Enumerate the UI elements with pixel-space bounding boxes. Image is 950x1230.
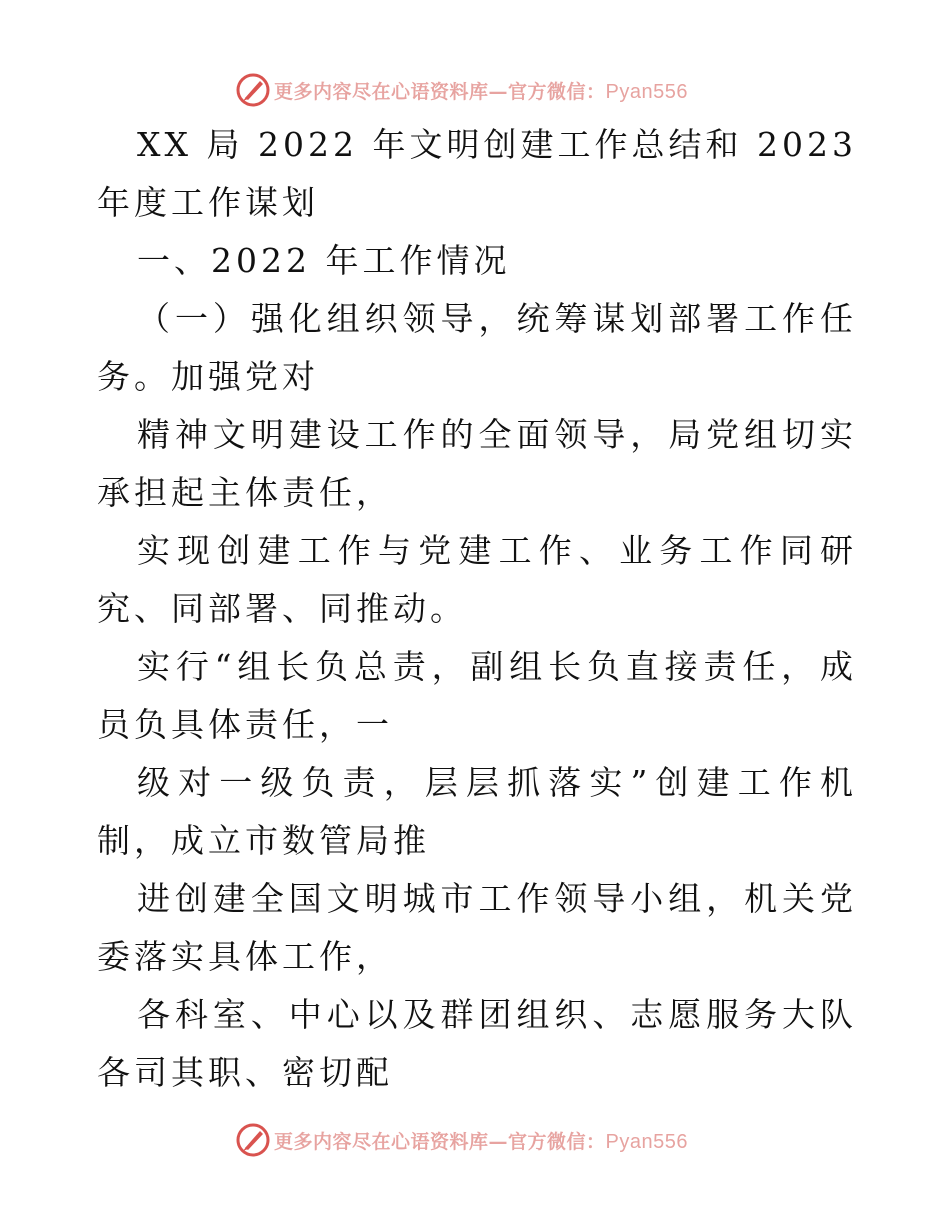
quill-logo-icon [236,73,270,107]
watermark-handle: Pyan556 [605,80,688,103]
paragraph: 实行“组长负总责，副组长负直接责任，成员负具体责任，一 [97,647,857,744]
document-body [97,116,857,1102]
paragraph: 级对一级负责，层层抓落实”创建工作机制，成立市数管局推 [97,763,857,860]
watermark-banner-top [236,70,688,110]
watermark-text: 更多内容尽在心语资料库—官方微信：Pyan556 [274,1130,688,1153]
watermark-banner-bottom [236,1120,688,1160]
paragraph: （一）强化组织领导，统筹谋划部署工作任务。加强党对 [97,299,857,396]
document-title: XX 局 2022 年文明创建工作总结和 2023 年度工作谋划 [97,125,857,222]
paragraph: 各科室、中心以及群团组织、志愿服务大队各司其职、密切配 [97,995,857,1092]
paragraph: 进创建全国文明城市工作领导小组，机关党委落实具体工作， [97,879,857,976]
quill-logo-icon [236,1123,270,1157]
paragraph: 精神文明建设工作的全面领导，局党组切实承担起主体责任， [97,415,857,512]
paragraph: 实现创建工作与党建工作、业务工作同研究、同部署、同推动。 [97,531,857,628]
watermark-handle: Pyan556 [605,1130,688,1153]
watermark-text: 更多内容尽在心语资料库—官方微信：Pyan556 [274,80,688,103]
section-heading: 一、2022 年工作情况 [137,241,511,280]
